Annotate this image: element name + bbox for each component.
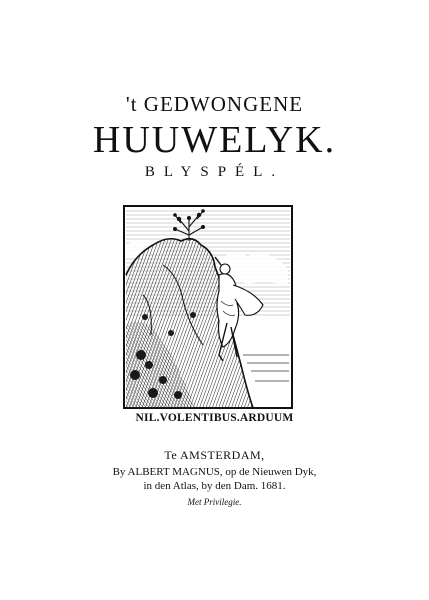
pre-title: 't GEDWONGENE [125,92,304,116]
imprint-address: in den Atlas, by den Dam. 1681. [143,480,286,492]
imprint-publisher: By ALBERT MAGNUS, op de Nieuwen Dyk, [112,466,317,478]
privilege-note: Met Privilegie. [187,497,242,507]
emblem-motto: NIL.VOLENTIBUS.ARDUUM [135,412,294,424]
imprint-place: Te AMSTERDAM, [164,448,265,462]
main-title: HUUWELYK. [92,119,337,161]
genre-label: BLYSPÉL. [144,164,285,180]
emblem-engraving [123,205,293,409]
